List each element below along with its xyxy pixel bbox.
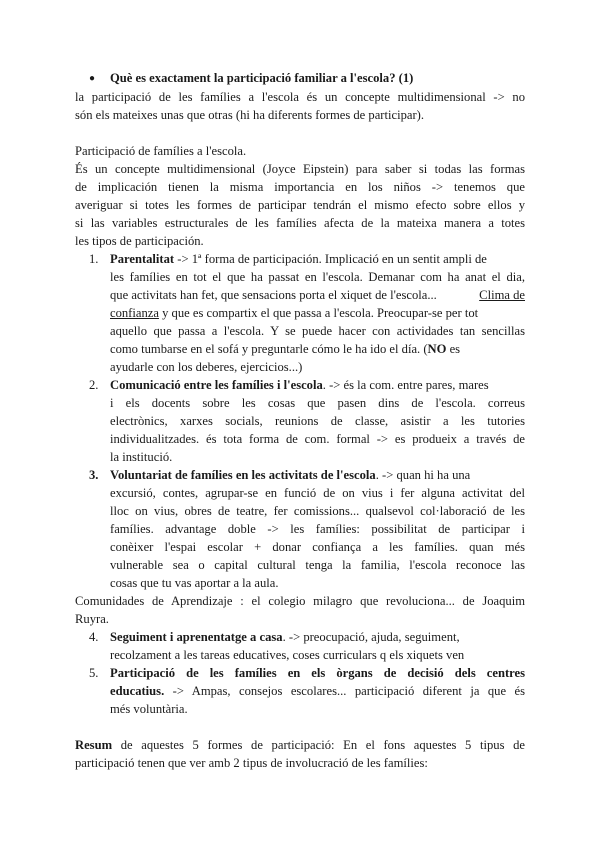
item-line: ayudarle con los deberes, ejercicios...) [110,360,303,374]
item-line: lloc on vius, obres de teatre, fer comissions... qualsevol col·laboració de les [110,504,525,518]
comunidades-line: Ruyra. [75,612,109,626]
item-title: Participació de les famílies en els òrgans de decisió dels centres [110,666,525,680]
list-item: Comunicació entre les famílies i l'escola. -> és la com. entre pares, mares [110,378,489,392]
section-title: Participació de famílies a l'escola. [75,144,247,158]
item-line: famílies. advantage doble -> les famílies: possibilitat de participar i [110,522,525,536]
item-line: més voluntària. [110,702,188,716]
item-line: les famílies en tot el que ha passat en l'escola. Demanar com ha anat el dia, [110,270,525,284]
item-line: conèixer l'espai escolar + donar confiança a les famílies. quan més [110,540,525,554]
intro-line: la participació de les famílies a l'escola és un concepte multidimensional -> no [75,90,525,104]
item-line: vulnerable sea o capital cultural tenga la familia, l'escola reconoce las [110,558,525,572]
list-item: Seguiment i aprenentatge a casa. -> preocupació, ajuda, seguiment, [110,630,460,644]
section-line: averiguar si totes les formes de participar tendrán el mismo efecto sobre ellos y [75,198,525,212]
item-title: Seguiment i aprenentatge a casa [110,630,283,644]
item-line: confianza y que es compartix el que passa a l'escola. Preocupar-se per tot [110,306,479,320]
item-line: recolzament a les tareas educatives, coses curriculars q els xiquets ven [110,648,465,662]
item-title: Parentalitat [110,252,175,266]
item-line: excursió, contes, agrupar-se en funció de on vius i fer alguna activitat del [110,486,525,500]
resum-line: Resum de aquestes 5 formes de participació: En el fons aquestes 5 tipus de [75,738,525,752]
item-line: i els docents sobre les cosas que pasen dins de l'escola. correus [110,396,525,410]
item-title: Comunicació entre les famílies i l'escola [110,378,323,392]
list-item [110,664,525,682]
item-line: cosas que tu vas aportar a la aula. [110,576,279,590]
item-line: la institució. [110,450,173,464]
comunidades-line: Comunidades de Aprendizaje : el colegio milagro que revoluciona... de Joaquim [75,594,525,608]
underlined-text: Clima de [479,288,525,302]
item-line: que activitats han fet, que sensacions porta el xiquet de l'escola... Clima de [110,288,525,302]
intro-line: són els mateixes unas que otras (hi ha diferents formes de participar). [75,108,425,122]
list-item: Voluntariat de famílies en les activitats de l'escola. -> quan hi ha una [110,468,471,482]
section-line: les tipos de participación. [75,234,204,248]
item-number: 2. [89,378,99,392]
section-line: si las variables estructurales de les famílies afecta de la mateixa manera a totes [75,216,525,230]
item-line: individualitzades. és tota forma de com. formal -> es produeix a través de [110,432,525,446]
item-line: electrònics, xarxes socials, reunions de classe, asistir a les tutories [110,414,525,428]
resum-title: Resum [75,738,113,752]
item-number: 5. [89,666,99,680]
section-line: de implicación tienen la misma importancia en los niños -> tenemos que [75,180,525,194]
item-line: como tumbarse en el sofá y preguntarle cómo le ha ido el día. (NO es [110,342,461,356]
item-line: aquello que passa a l'escola. Y se puede hacer con actividades tan sencillas [110,324,525,338]
heading: Què es exactament la participació familiar a l'escola? (1) [110,71,414,85]
section-line: És un concepte multidimensional (Joyce Eipstein) para saber si todas las formas [75,162,525,176]
item-number: 4. [89,630,99,644]
item-line: educatius. -> Ampas, consejos escolares... participació diferent ja que és [110,684,525,698]
item-title: Voluntariat de famílies en les activitats de l'escola [110,468,376,482]
list-item: Parentalitat -> 1ª forma de participación. Implicació en un sentit ampli de [110,252,487,266]
item-number: 1. [89,252,99,266]
resum-line: participació tenen que ver amb 2 tipus de involucració de les famílies: [75,756,428,770]
bullet-icon: ● [89,73,96,84]
item-number: 3. [89,468,99,482]
